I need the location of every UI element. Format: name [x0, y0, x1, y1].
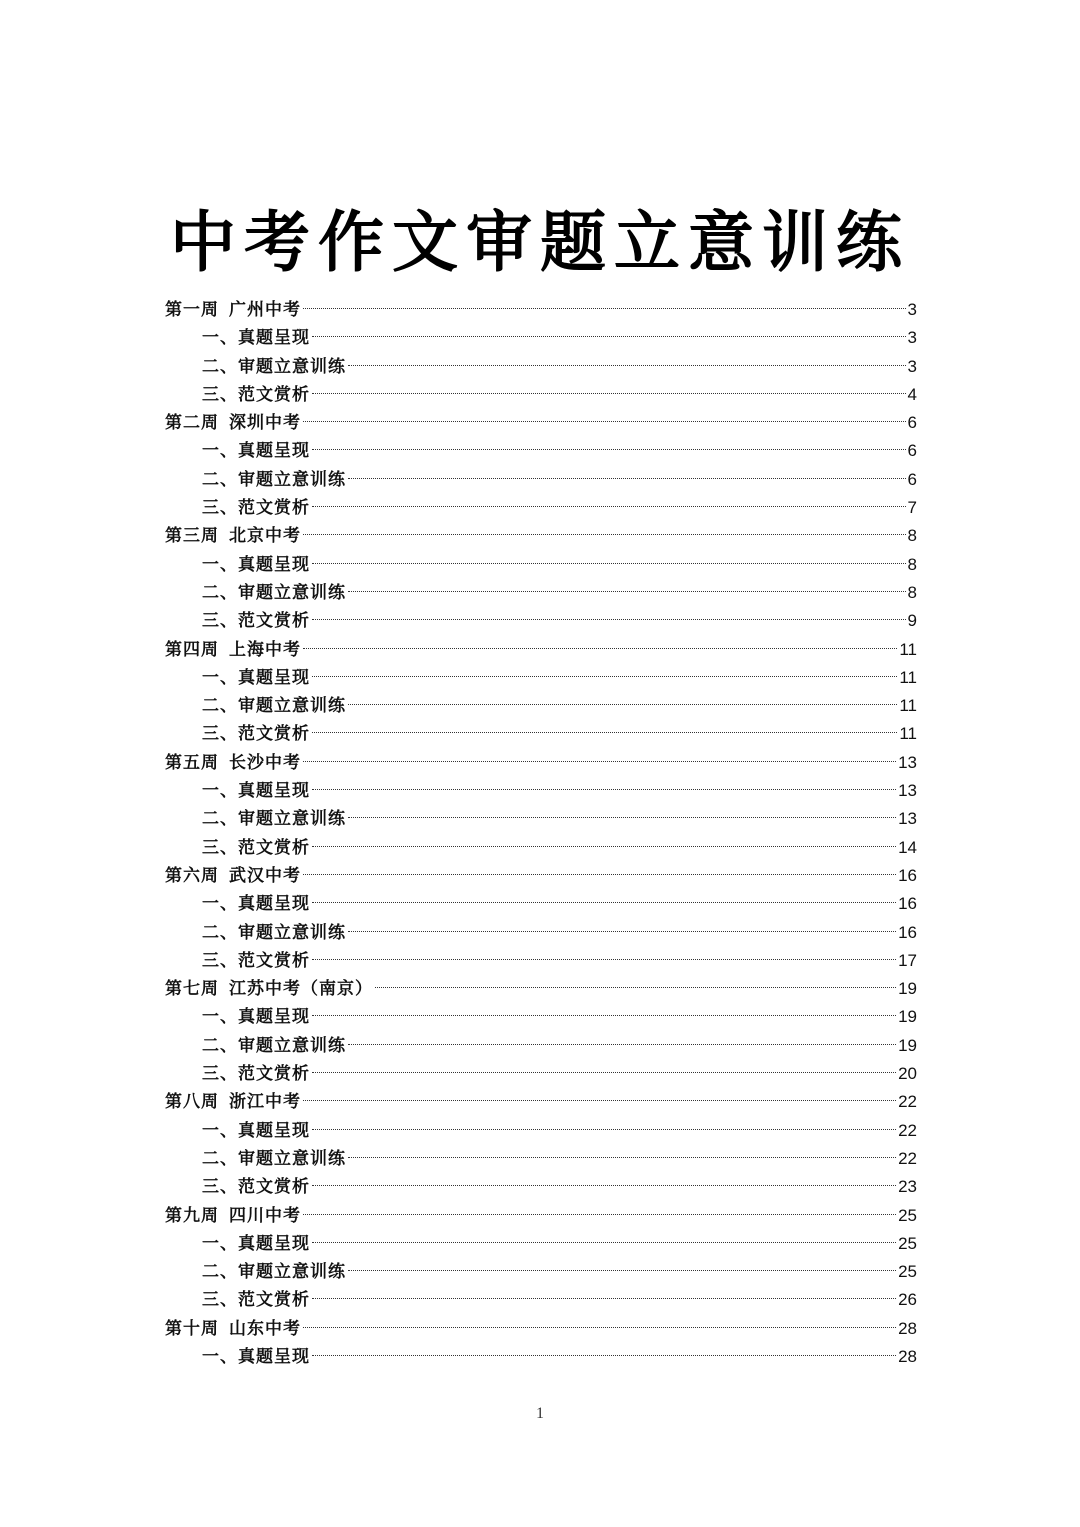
toc-page-number: 11 [899, 696, 917, 716]
toc-week-number: 第九周 [165, 1205, 219, 1226]
toc-entry-section[interactable] [165, 1003, 917, 1031]
toc-section-label: 二、审题立意训练 [202, 582, 346, 603]
toc-section-label: 三、范文赏析 [202, 1290, 310, 1311]
toc-week-name: 浙江中考 [229, 1092, 301, 1113]
toc-leader-dots [312, 902, 896, 903]
toc-page-number: 23 [898, 1177, 917, 1197]
toc-page-number: 3 [907, 300, 917, 319]
toc-leader-dots [312, 1355, 896, 1356]
toc-section-label: 三、范文赏析 [202, 950, 310, 971]
toc-leader-dots [312, 449, 906, 450]
toc-week-number: 第四周 [165, 639, 219, 660]
toc-week-name: 山东中考 [229, 1318, 301, 1339]
toc-leader-dots [348, 704, 897, 705]
toc-week-name: 深圳中考 [229, 413, 301, 434]
toc-leader-dots [303, 1100, 896, 1101]
toc-page-number: 19 [898, 1007, 917, 1027]
toc-section-label: 二、审题立意训练 [202, 356, 346, 377]
toc-section-label: 一、真题呈现 [202, 554, 310, 575]
toc-page-number: 19 [898, 1035, 917, 1055]
toc-entry-section[interactable] [165, 607, 917, 635]
toc-page-number: 28 [898, 1318, 917, 1338]
toc-week-number: 第八周 [165, 1092, 219, 1113]
toc-week-name: 四川中考 [229, 1205, 301, 1226]
toc-entry-label [165, 636, 301, 664]
toc-entry-label [165, 975, 373, 1003]
toc-leader-dots [375, 987, 896, 988]
toc-week-name: 武汉中考 [229, 865, 301, 886]
toc-entry-label [165, 749, 301, 777]
page-number: 1 [536, 1405, 544, 1422]
toc-entry-week[interactable] [165, 749, 917, 777]
toc-page-number: 13 [898, 752, 917, 772]
toc-leader-dots [303, 1327, 896, 1328]
toc-entry-section[interactable] [165, 777, 917, 805]
toc-page-number: 16 [898, 865, 917, 885]
toc-leader-dots [312, 1129, 896, 1130]
toc-section-label: 二、审题立意训练 [202, 1035, 346, 1056]
toc-leader-dots [303, 534, 906, 535]
toc-page-number: 25 [898, 1262, 917, 1282]
toc-entry-section[interactable] [165, 1230, 917, 1258]
toc-entry-week[interactable] [165, 522, 917, 550]
toc-entry-section[interactable] [165, 1032, 917, 1060]
toc-leader-dots [303, 1214, 896, 1215]
toc-section-label: 二、审题立意训练 [202, 1148, 346, 1169]
toc-leader-dots [312, 959, 896, 960]
toc-leader-dots [348, 817, 896, 818]
toc-page-number: 22 [898, 1092, 917, 1112]
toc-section-label: 一、真题呈现 [202, 1346, 310, 1367]
toc-page-number: 28 [898, 1346, 917, 1366]
toc-page-number: 17 [898, 950, 917, 970]
toc-leader-dots [312, 1015, 896, 1016]
toc-leader-dots [303, 874, 896, 875]
toc-entry-section[interactable] [165, 466, 917, 494]
toc-entry-label [165, 522, 301, 550]
toc-page-number: 14 [898, 837, 917, 857]
toc-page-number: 11 [899, 724, 917, 744]
toc-section-label: 三、范文赏析 [202, 1177, 310, 1198]
toc-leader-dots [312, 393, 906, 394]
toc-page-number: 22 [898, 1120, 917, 1140]
toc-page-number: 3 [907, 356, 917, 376]
toc-entry-label [165, 1315, 301, 1343]
toc-entry-section[interactable] [165, 947, 917, 975]
toc-page-number: 13 [898, 781, 917, 801]
toc-entry-week[interactable] [165, 862, 917, 890]
toc-entry-label [165, 1202, 301, 1230]
toc-week-number: 第五周 [165, 752, 219, 773]
toc-leader-dots [348, 365, 906, 366]
toc-week-name: 广州中考 [229, 300, 301, 320]
toc-page-number: 25 [898, 1233, 917, 1253]
toc-section-label: 一、真题呈现 [202, 667, 310, 688]
toc-entry-label [165, 1088, 301, 1116]
toc-leader-dots [348, 1270, 896, 1271]
toc-entry-section[interactable] [165, 890, 917, 918]
toc-page-number: 20 [898, 1064, 917, 1084]
toc-section-label: 一、真题呈现 [202, 441, 310, 462]
toc-page-number: 8 [907, 554, 917, 574]
toc-entry-week[interactable] [165, 409, 917, 437]
toc-page-number: 6 [907, 441, 917, 461]
toc-week-number: 第六周 [165, 865, 219, 886]
toc-leader-dots [348, 591, 906, 592]
toc-entry-week[interactable] [165, 975, 917, 1003]
toc-page-number: 9 [907, 611, 917, 631]
toc-leader-dots [312, 1185, 896, 1186]
toc-leader-dots [312, 846, 896, 847]
toc-entry-section[interactable] [165, 381, 917, 409]
toc-entry-label [165, 296, 301, 324]
toc-entry-section[interactable] [165, 834, 917, 862]
toc-section-label: 一、真题呈现 [202, 1120, 310, 1141]
toc-leader-dots [312, 619, 906, 620]
toc-entry-section[interactable] [165, 1173, 917, 1201]
toc-week-number: 第七周 [165, 979, 219, 1000]
toc-page-number: 16 [898, 894, 917, 914]
toc-entry-section[interactable] [165, 324, 917, 352]
toc-section-label: 一、真题呈现 [202, 894, 310, 915]
toc-page-number: 22 [898, 1148, 917, 1168]
toc-section-label: 二、审题立意训练 [202, 696, 346, 717]
toc-section-label: 一、真题呈现 [202, 328, 310, 349]
toc-section-label: 二、审题立意训练 [202, 809, 346, 830]
toc-week-name: 上海中考 [229, 639, 301, 660]
toc-section-label: 一、真题呈现 [202, 1233, 310, 1254]
toc-section-label: 三、范文赏析 [202, 837, 310, 858]
document-title: 中考作文审题立意训练 [170, 203, 910, 282]
toc-page-number: 4 [907, 384, 917, 404]
toc-section-label: 三、范文赏析 [202, 498, 310, 519]
toc-entry-label [165, 409, 301, 437]
toc-entry-section[interactable] [165, 1258, 917, 1286]
toc-week-name: 长沙中考 [229, 752, 301, 773]
toc-entry-section[interactable] [165, 353, 917, 381]
toc-section-label: 二、审题立意训练 [202, 1262, 346, 1283]
toc-page-number: 25 [898, 1205, 917, 1225]
toc-leader-dots [312, 676, 897, 677]
toc-section-label: 一、真题呈现 [202, 1007, 310, 1028]
toc-leader-dots [312, 1072, 896, 1073]
toc-leader-dots [312, 732, 897, 733]
toc-entry-week[interactable] [165, 296, 917, 324]
toc-section-label: 三、范文赏析 [202, 724, 310, 745]
toc-leader-dots [312, 563, 906, 564]
toc-leader-dots [312, 1298, 896, 1299]
toc-leader-dots [303, 421, 906, 422]
toc-page-number: 19 [898, 979, 917, 999]
toc-entry-week[interactable] [165, 1088, 917, 1116]
toc-leader-dots [312, 336, 906, 337]
toc-leader-dots [348, 1157, 896, 1158]
toc-page-number: 3 [907, 328, 917, 348]
toc-leader-dots [348, 478, 906, 479]
toc-section-label: 三、范文赏析 [202, 611, 310, 632]
toc-leader-dots [312, 506, 906, 507]
toc-leader-dots [348, 1044, 896, 1045]
toc-week-number: 第二周 [165, 413, 219, 434]
toc-entry-section[interactable] [165, 805, 917, 833]
toc-entry-section[interactable] [165, 494, 917, 522]
toc-entry-section[interactable] [165, 692, 917, 720]
toc-leader-dots [312, 1242, 896, 1243]
toc-entry-week[interactable] [165, 1202, 917, 1230]
toc-entry-section[interactable] [165, 1117, 917, 1145]
toc-leader-dots [312, 789, 896, 790]
toc-entry-section[interactable] [165, 1343, 917, 1371]
toc-page-number: 8 [907, 526, 917, 546]
toc-page-number: 16 [898, 922, 917, 942]
toc-entry-section[interactable] [165, 579, 917, 607]
toc-entry-section[interactable] [165, 720, 917, 748]
toc-week-number: 第十周 [165, 1318, 219, 1339]
table-of-contents [165, 296, 917, 1371]
toc-leader-dots [303, 761, 896, 762]
toc-entry-label [165, 862, 301, 890]
toc-page-number: 26 [898, 1290, 917, 1310]
toc-entry-section[interactable] [165, 1145, 917, 1173]
toc-entry-section[interactable] [165, 551, 917, 579]
toc-section-label: 三、范文赏析 [202, 384, 310, 405]
toc-entry-section[interactable] [165, 919, 917, 947]
toc-week-name: 北京中考 [229, 526, 301, 547]
toc-entry-week[interactable] [165, 636, 917, 664]
toc-leader-dots [348, 931, 896, 932]
toc-page-number: 8 [907, 582, 917, 602]
toc-page-number: 6 [907, 413, 917, 433]
toc-week-number: 第三周 [165, 526, 219, 547]
toc-leader-dots [303, 648, 897, 649]
toc-entry-section[interactable] [165, 1286, 917, 1314]
toc-page-number: 6 [907, 469, 917, 489]
toc-page-number: 11 [899, 639, 917, 659]
toc-entry-section[interactable] [165, 437, 917, 465]
toc-section-label: 二、审题立意训练 [202, 922, 346, 943]
toc-entry-week[interactable] [165, 1315, 917, 1343]
toc-page-number: 13 [898, 809, 917, 829]
toc-page-number: 11 [899, 667, 917, 687]
toc-section-label: 三、范文赏析 [202, 1064, 310, 1085]
toc-leader-dots [303, 308, 906, 309]
toc-section-label: 二、审题立意训练 [202, 469, 346, 490]
toc-week-number: 第一周 [165, 300, 219, 320]
toc-week-name: 江苏中考（南京） [229, 979, 373, 1000]
toc-page-number: 7 [907, 498, 917, 518]
toc-entry-section[interactable] [165, 1060, 917, 1088]
toc-section-label: 一、真题呈现 [202, 781, 310, 802]
toc-entry-section[interactable] [165, 664, 917, 692]
